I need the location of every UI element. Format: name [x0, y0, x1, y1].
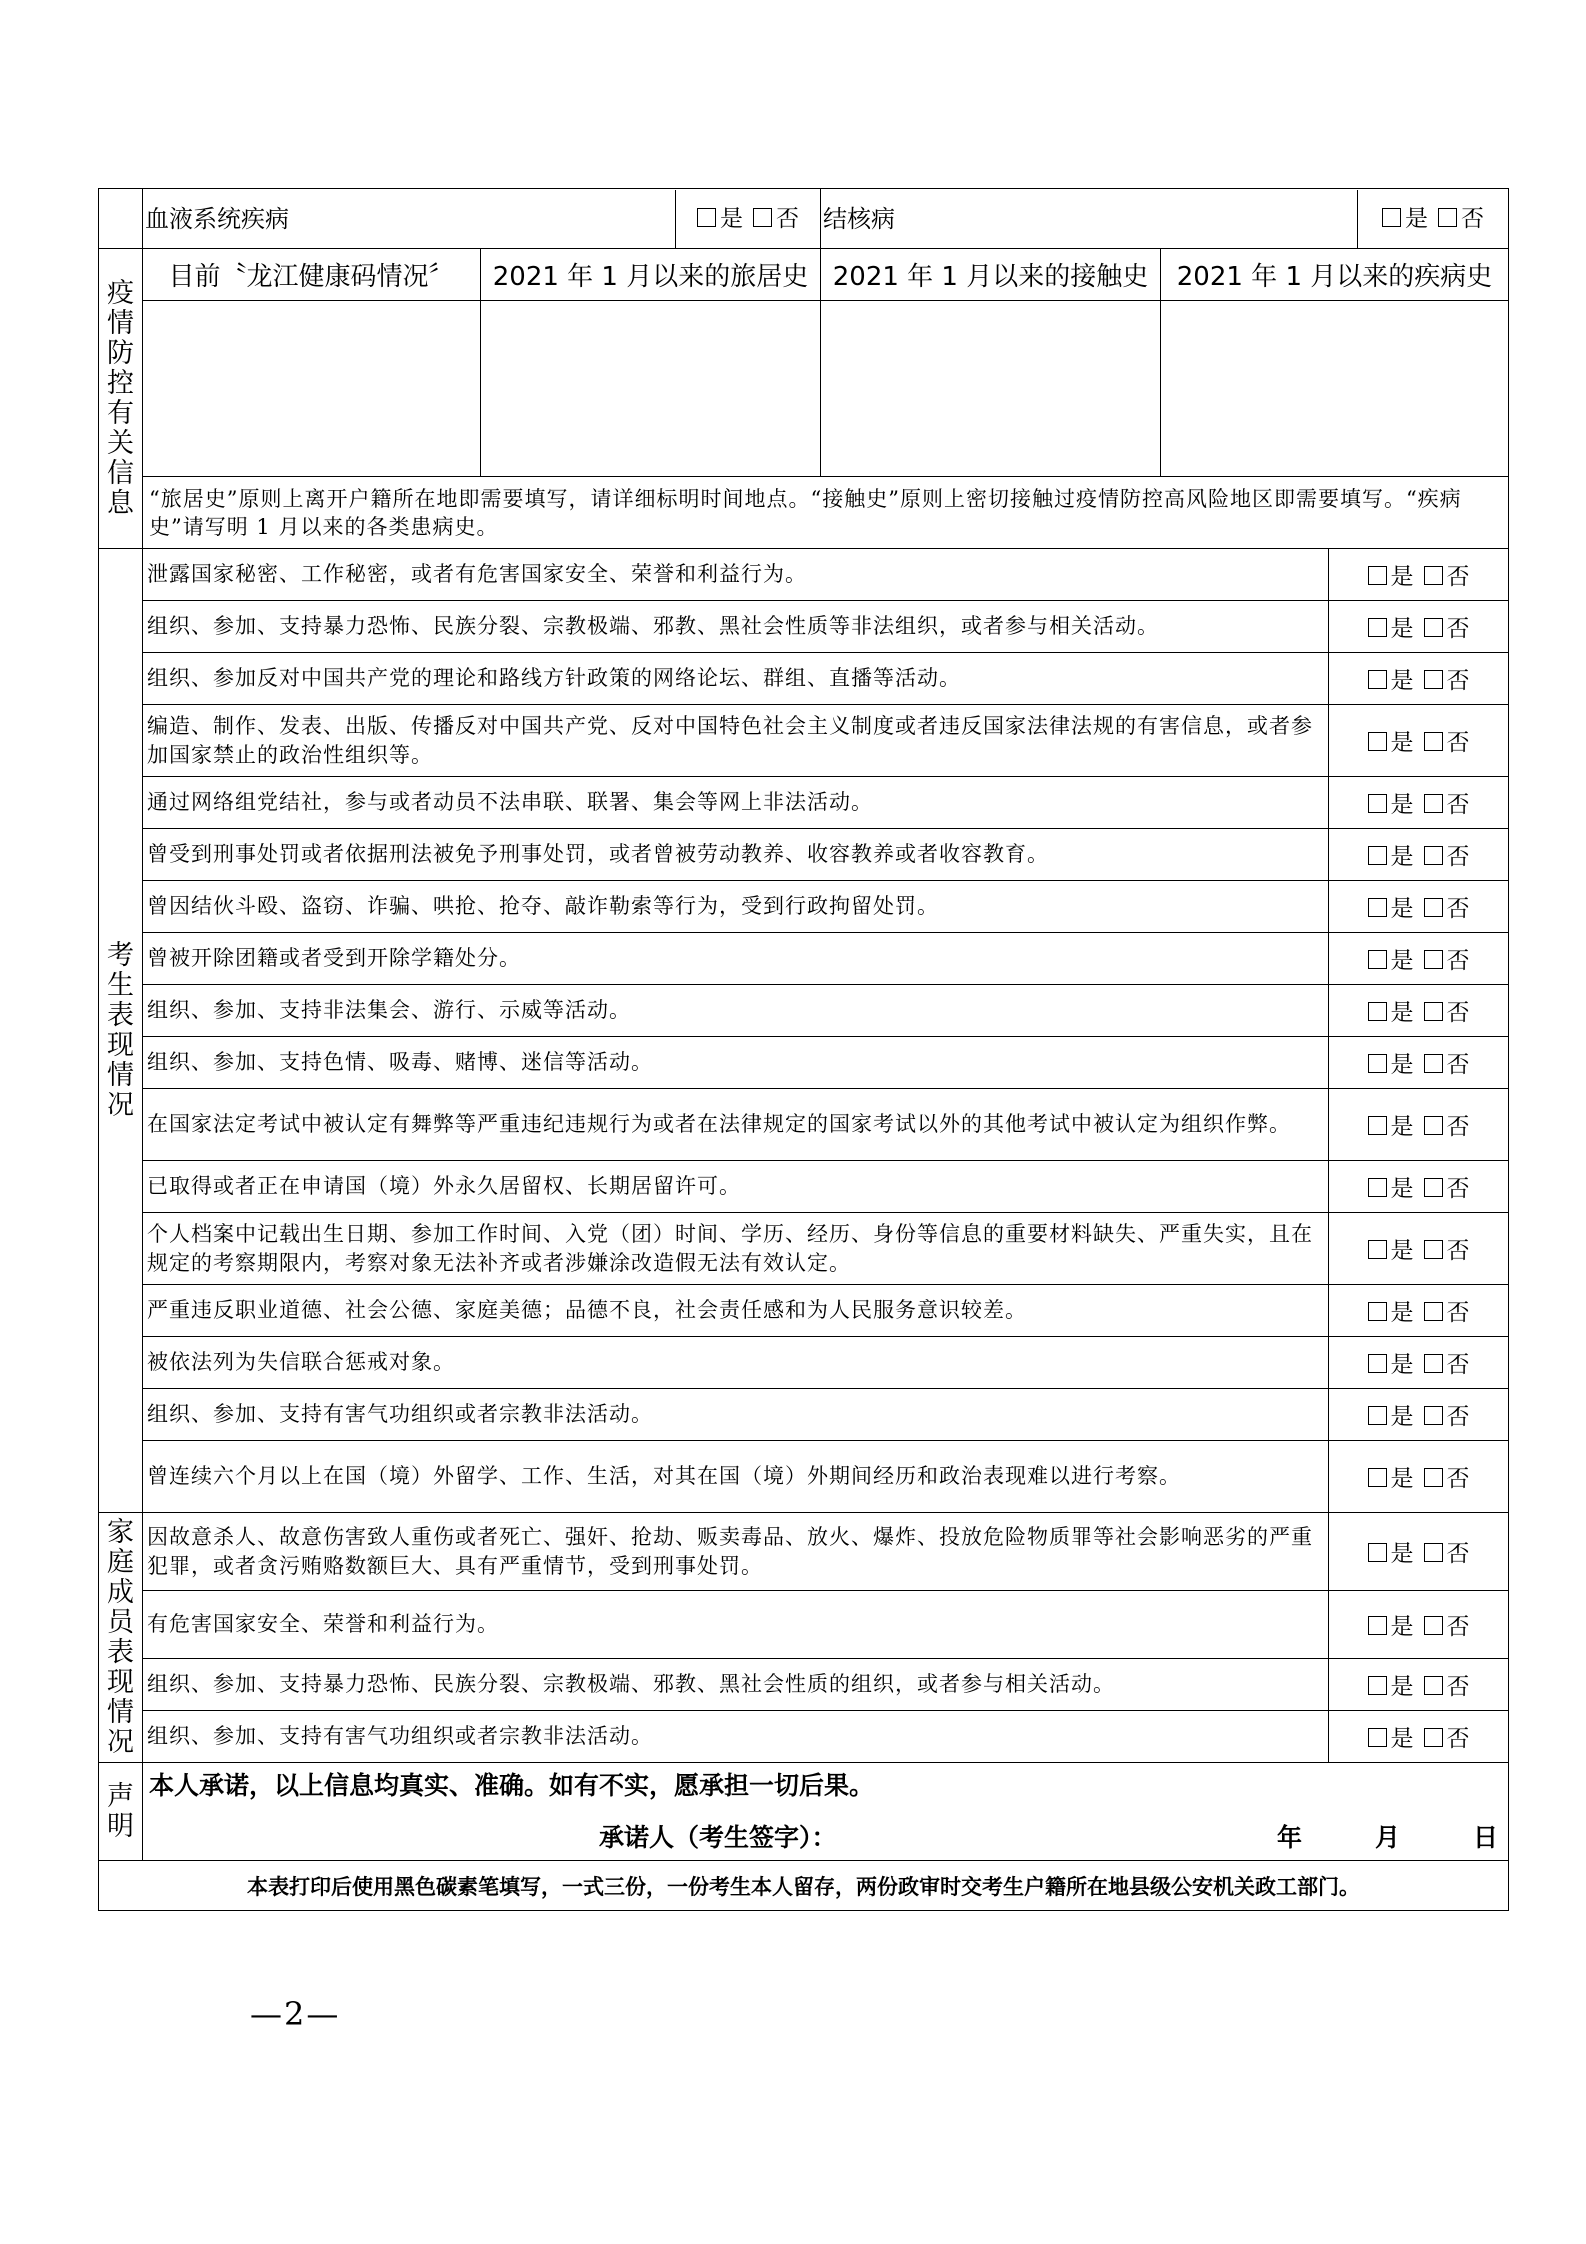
checkbox-yes[interactable]	[1368, 1728, 1387, 1747]
checkbox-yes[interactable]	[1368, 1616, 1387, 1635]
checkbox-no[interactable]	[1424, 1116, 1443, 1135]
candidate-item-text: 曾连续六个月以上在国（境）外留学、工作、生活，对其在国（境）外期间经历和政治表现难以进行考察。	[143, 1441, 1329, 1513]
fill-contact-history[interactable]	[821, 301, 1161, 477]
health-item-tuberculosis: 结核病	[823, 204, 895, 233]
candidate-item-text: 组织、参加、支持有害气功组织或者宗教非法活动。	[143, 1389, 1329, 1441]
checkbox-pair: 是 否	[1329, 829, 1509, 881]
checkbox-no[interactable]	[1424, 1054, 1443, 1073]
health-cell	[143, 189, 821, 249]
candidate-item-row	[99, 705, 1509, 777]
epidemic-col-health-code: 目前〝龙江健康码情况〞	[143, 249, 481, 301]
checkbox-pair: 是 否	[1329, 601, 1509, 653]
epidemic-col-contact: 2021 年 1 月以来的接触史	[821, 249, 1161, 301]
checkbox-no[interactable]	[1424, 1406, 1443, 1425]
checkbox-no[interactable]	[1424, 846, 1443, 865]
checkbox-no[interactable]	[1438, 208, 1457, 227]
footnote: 本表打印后使用黑色碳素笔填写，一式三份，一份考生本人留存，两份政审时交考生户籍所在地县级公安机关政工部门。	[99, 1861, 1509, 1911]
declaration-section-label: 声明	[99, 1763, 143, 1861]
checkbox-no[interactable]	[1424, 670, 1443, 689]
epidemic-section-label: 疫情防控有关信息	[99, 249, 143, 549]
checkbox-pair: 是 否	[1329, 549, 1509, 601]
checkbox-yes[interactable]	[1368, 898, 1387, 917]
fill-travel-history[interactable]	[481, 301, 821, 477]
checkbox-no[interactable]	[1424, 1728, 1443, 1747]
checkbox-yes[interactable]	[1368, 1676, 1387, 1695]
checkbox-yes[interactable]	[1368, 1406, 1387, 1425]
checkbox-no[interactable]	[1424, 898, 1443, 917]
candidate-item-text: 组织、参加反对中国共产党的理论和路线方针政策的网络论坛、群组、直播等活动。	[143, 653, 1329, 705]
declaration-statement: 本人承诺，以上信息均真实、准确。如有不实，愿承担一切后果。	[149, 1770, 875, 1800]
checkbox-no[interactable]	[1424, 950, 1443, 969]
health-item-blood-disease: 血液系统疾病	[145, 204, 289, 233]
checkbox-pair: 是 否	[1329, 985, 1509, 1037]
checkbox-pair: 是 否	[1329, 1659, 1509, 1711]
checkbox-yes[interactable]	[1368, 1054, 1387, 1073]
checkbox-yes[interactable]	[1382, 208, 1401, 227]
candidate-item-text: 组织、参加、支持色情、吸毒、赌博、迷信等活动。	[143, 1037, 1329, 1089]
date-year: 年	[1277, 1822, 1303, 1852]
family-item-text: 有危害国家安全、荣誉和利益行为。	[143, 1591, 1329, 1659]
candidate-item-text: 曾因结伙斗殴、盗窃、诈骗、哄抢、抢夺、敲诈勒索等行为，受到行政拘留处罚。	[143, 881, 1329, 933]
candidate-item-text: 曾受到刑事处罚或者依据刑法被免予刑事处罚，或者曾被劳动教养、收容教养或者收容教育。	[143, 829, 1329, 881]
checkbox-no[interactable]	[1424, 1002, 1443, 1021]
checkbox-no[interactable]	[1424, 1543, 1443, 1562]
family-section-label: 家庭成员表现情况	[99, 1513, 143, 1763]
candidate-item-text: 组织、参加、支持暴力恐怖、民族分裂、宗教极端、邪教、黑社会性质等非法组织，或者参与相关活动。	[143, 601, 1329, 653]
candidate-item-text: 通过网络组党结社，参与或者动员不法串联、联署、集会等网上非法活动。	[143, 777, 1329, 829]
fill-illness-history[interactable]	[1161, 301, 1509, 477]
candidate-item-row	[99, 829, 1509, 881]
checkbox-no[interactable]	[1424, 1178, 1443, 1197]
family-item-row	[99, 1591, 1509, 1659]
checkbox-yes[interactable]	[1368, 732, 1387, 751]
checkbox-pair: 是 否	[1329, 1285, 1509, 1337]
candidate-item-row	[99, 1389, 1509, 1441]
checkbox-no[interactable]	[1424, 732, 1443, 751]
candidate-item-text: 泄露国家秘密、工作秘密，或者有危害国家安全、荣誉和利益行为。	[143, 549, 1329, 601]
checkbox-no[interactable]	[1424, 1616, 1443, 1635]
checkbox-pair: 是 否	[1329, 881, 1509, 933]
checkbox-no[interactable]	[1424, 1354, 1443, 1373]
candidate-item-text: 严重违反职业道德、社会公德、家庭美德；品德不良，社会责任感和为人民服务意识较差。	[143, 1285, 1329, 1337]
checkbox-no[interactable]	[1424, 1240, 1443, 1259]
candidate-item-row	[99, 933, 1509, 985]
candidate-item-row	[99, 1037, 1509, 1089]
checkbox-pair: 是 否	[1329, 777, 1509, 829]
checkbox-pair: 是 否	[1329, 1337, 1509, 1389]
checkbox-pair: 是 否	[1329, 705, 1509, 777]
candidate-item-row	[99, 1161, 1509, 1213]
checkbox-no[interactable]	[1424, 794, 1443, 813]
checkbox-yes[interactable]	[1368, 1002, 1387, 1021]
checkbox-yes[interactable]	[1368, 950, 1387, 969]
checkbox-no[interactable]	[1424, 566, 1443, 585]
candidate-item-row	[99, 881, 1509, 933]
candidate-item-row	[99, 1337, 1509, 1389]
checkbox-pair: 是 否	[1357, 190, 1508, 248]
checkbox-pair: 是 否	[1329, 1711, 1509, 1763]
checkbox-pair: 是 否	[1329, 1161, 1509, 1213]
checkbox-pair: 是 否	[1329, 1513, 1509, 1591]
epidemic-col-illness: 2021 年 1 月以来的疾病史	[1161, 249, 1509, 301]
checkbox-yes[interactable]	[1368, 1240, 1387, 1259]
political-review-form	[98, 188, 1509, 1911]
checkbox-yes[interactable]	[1368, 1354, 1387, 1373]
candidate-item-row	[99, 1441, 1509, 1513]
epidemic-col-travel: 2021 年 1 月以来的旅居史	[481, 249, 821, 301]
candidate-item-text: 编造、制作、发表、出版、传播反对中国共产党、反对中国特色社会主义制度或者违反国家法律法规的有害信息，或者参加国家禁止的政治性组织等。	[143, 705, 1329, 777]
checkbox-yes[interactable]	[1368, 670, 1387, 689]
family-item-row	[99, 1711, 1509, 1763]
candidate-item-row	[99, 1213, 1509, 1285]
candidate-item-row	[99, 1089, 1509, 1161]
checkbox-yes[interactable]	[1368, 1468, 1387, 1487]
candidate-item-row	[99, 653, 1509, 705]
candidate-item-text: 已取得或者正在申请国（境）外永久居留权、长期居留许可。	[143, 1161, 1329, 1213]
family-item-text: 组织、参加、支持暴力恐怖、民族分裂、宗教极端、邪教、黑社会性质的组织，或者参与相关活动。	[143, 1659, 1329, 1711]
checkbox-pair: 是 否	[1329, 1213, 1509, 1285]
checkbox-yes[interactable]	[1368, 1543, 1387, 1562]
checkbox-pair: 是 否	[1329, 1591, 1509, 1659]
candidate-item-text: 个人档案中记载出生日期、参加工作时间、入党（团）时间、学历、经历、身份等信息的重要材料缺失、严重失实，且在规定的考察期限内，考察对象无法补齐或者涉嫌涂改造假无法有效认定。	[143, 1213, 1329, 1285]
checkbox-no[interactable]	[1424, 1302, 1443, 1321]
signer-label: 承诺人（考生签字）：	[599, 1822, 837, 1852]
fill-health-code[interactable]	[143, 301, 481, 477]
checkbox-no[interactable]	[1424, 1468, 1443, 1487]
candidate-item-text: 被依法列为失信联合惩戒对象。	[143, 1337, 1329, 1389]
checkbox-yes[interactable]	[1368, 1178, 1387, 1197]
checkbox-yes[interactable]	[697, 208, 716, 227]
candidate-item-row	[99, 777, 1509, 829]
checkbox-pair: 是 否	[1329, 1037, 1509, 1089]
checkbox-yes[interactable]	[1368, 566, 1387, 585]
family-item-row	[99, 1659, 1509, 1711]
checkbox-yes[interactable]	[1368, 618, 1387, 637]
candidate-item-text: 在国家法定考试中被认定有舞弊等严重违纪违规行为或者在法律规定的国家考试以外的其他考试中被认定为组织作弊。	[143, 1089, 1329, 1161]
family-item-row	[99, 1513, 1509, 1591]
epidemic-note: “旅居史”原则上离开户籍所在地即需要填写，请详细标明时间地点。“接触史”原则上密切接触过疫情防控高风险地区即需要填写。“疾病史”请写明 1 月以来的各类患病史。	[143, 477, 1509, 549]
family-item-text: 组织、参加、支持有害气功组织或者宗教非法活动。	[143, 1711, 1329, 1763]
checkbox-yes[interactable]	[1368, 1116, 1387, 1135]
candidate-item-text: 组织、参加、支持非法集会、游行、示威等活动。	[143, 985, 1329, 1037]
checkbox-yes[interactable]	[1368, 1302, 1387, 1321]
checkbox-no[interactable]	[1424, 1676, 1443, 1695]
checkbox-no[interactable]	[1424, 618, 1443, 637]
checkbox-pair: 是 否	[1329, 1441, 1509, 1513]
date-month: 月	[1375, 1822, 1401, 1852]
candidate-section-label: 考生表现情况	[99, 549, 143, 1513]
checkbox-pair: 是 否	[1329, 653, 1509, 705]
checkbox-pair: 是 否	[1329, 1389, 1509, 1441]
signature-line	[143, 1808, 1508, 1860]
candidate-item-row	[99, 601, 1509, 653]
checkbox-pair: 是 否	[1329, 933, 1509, 985]
family-item-text: 因故意杀人、故意伤害致人重伤或者死亡、强奸、抢劫、贩卖毒品、放火、爆炸、投放危险物质罪等社会影响恶劣的严重犯罪，或者贪污贿赂数额巨大、具有严重情节，受到刑事处罚。	[143, 1513, 1329, 1591]
checkbox-yes[interactable]	[1368, 794, 1387, 813]
date-day: 日	[1473, 1822, 1499, 1852]
checkbox-yes[interactable]	[1368, 846, 1387, 865]
checkbox-pair: 是 否	[675, 190, 820, 248]
candidate-item-row	[99, 549, 1509, 601]
checkbox-pair: 是 否	[1329, 1089, 1509, 1161]
candidate-item-row	[99, 985, 1509, 1037]
health-history-row	[99, 189, 1509, 249]
declaration-cell	[143, 1763, 1509, 1861]
candidate-item-text: 曾被开除团籍或者受到开除学籍处分。	[143, 933, 1329, 985]
page-number: —2—	[250, 1995, 341, 2033]
candidate-item-row	[99, 1285, 1509, 1337]
checkbox-no[interactable]	[753, 208, 772, 227]
health-cell-2	[821, 189, 1509, 249]
